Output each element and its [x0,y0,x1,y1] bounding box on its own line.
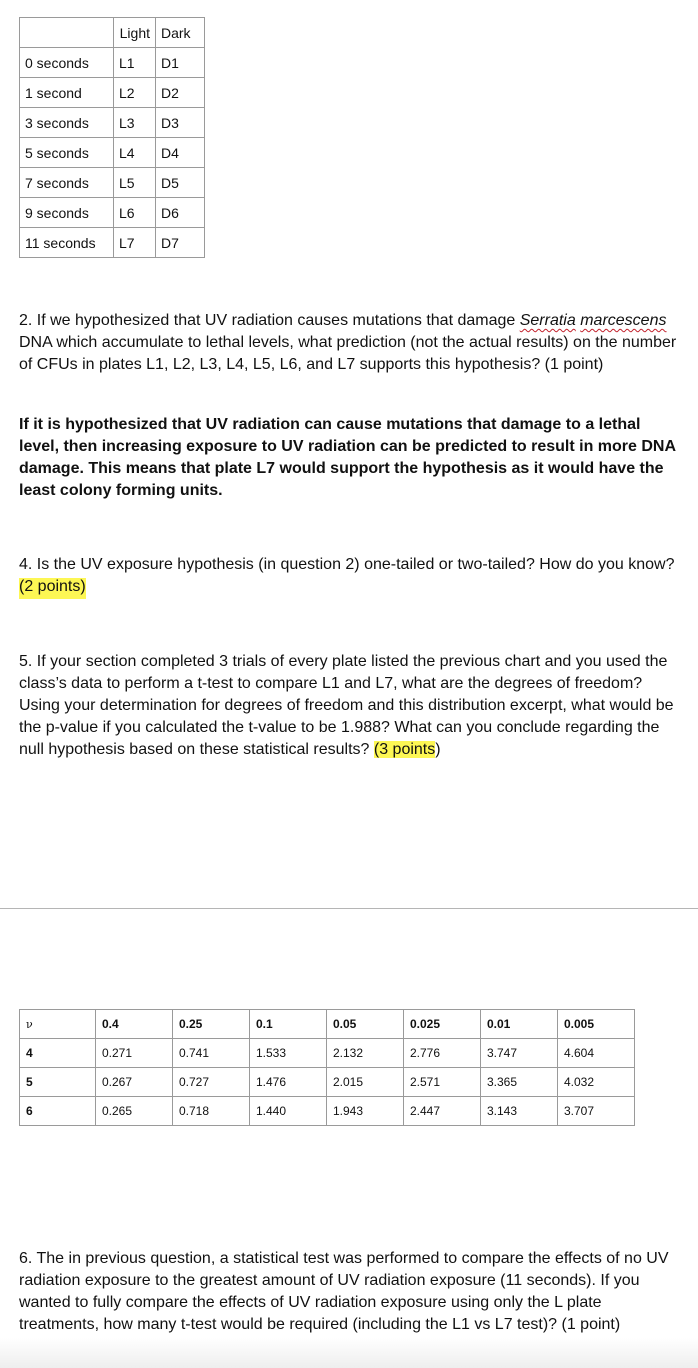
points-highlight-open: ( [373,741,380,758]
table-cell: D4 [156,138,205,168]
table-header-dark: Dark [156,18,205,48]
table-cell: 2.132 [327,1039,404,1068]
table-cell: 1.943 [327,1097,404,1126]
table-cell: 0.727 [173,1068,250,1097]
table-cell: ν [20,1010,96,1039]
table-cell: 0.025 [404,1010,481,1039]
table-cell: 3 seconds [20,108,114,138]
table-cell: L6 [114,198,156,228]
table-cell: 4 [20,1039,96,1068]
table-cell: 1.440 [250,1097,327,1126]
table-row [20,228,205,258]
question-2-answer: If it is hypothesized that UV radiation can cause mutations that damage to a lethal level, then increasing exposure to UV radiation can be predicted to result in more DNA damage. This means that plate L7 would support the hypothesis as it would have the least colony forming units. [19,416,676,499]
table-cell: 1 second [20,78,114,108]
table-cell: 1.476 [250,1068,327,1097]
species-genus: Serratia [519,312,576,329]
table-cell: D3 [156,108,205,138]
table-row [20,138,205,168]
table-row [20,48,205,78]
table-header-row [20,18,205,48]
question-2-suffix: DNA which accumulate to lethal levels, what prediction (not the actual results) on the number of CFUs in plates L1, L2, L3, L4, L5, L6, and L7 supports this hypothesis? (1 point) [19,334,677,373]
question-5 [19,651,679,761]
question-5-text: 5. If your section completed 3 trials of every plate listed the previous chart and you used the class’s data to perform a t-test to compare L1 and L7, what are the degrees of freedom? Using your determination for degrees of freedom and this distribution excerpt, what would be the p-value if you calculated the t-value to be 1.988? What can you conclude regarding the null hypothesis based on these statistical results? [19,653,674,758]
table-cell: 1.533 [250,1039,327,1068]
points-highlight: (2 points) [19,578,86,599]
table-row [20,1039,635,1068]
table-cell: 3.365 [481,1068,558,1097]
table-row [20,1068,635,1097]
table-cell: 3.143 [481,1097,558,1126]
table-header-row [20,1010,635,1039]
question-4-text: 4. Is the UV exposure hypothesis (in question 2) one-tailed or two-tailed? How do you know? [19,556,675,573]
table-cell: L5 [114,168,156,198]
table-row [20,198,205,228]
table-cell: 0.05 [327,1010,404,1039]
table-header-light: Light [114,18,156,48]
table-cell: 2.447 [404,1097,481,1126]
question-2 [19,310,679,376]
table-cell: L1 [114,48,156,78]
table-cell: 7 seconds [20,168,114,198]
table-cell: D1 [156,48,205,78]
table-cell: 3.707 [558,1097,635,1126]
table-cell: L4 [114,138,156,168]
table-cell: 0.265 [96,1097,173,1126]
table-cell: 0.267 [96,1068,173,1097]
table-row [20,78,205,108]
points-highlight: 3 points [379,741,436,758]
table-cell: 0.01 [481,1010,558,1039]
table-cell: L2 [114,78,156,108]
question-2-prefix: 2. If we hypothesized that UV radiation causes mutations that damage [19,312,520,329]
table-cell: D2 [156,78,205,108]
table-cell: 2.015 [327,1068,404,1097]
table-cell: D6 [156,198,205,228]
question-6: 6. The in previous question, a statistical test was performed to compare the effects of no UV radiation exposure to the greatest amount of UV radiation exposure (11 seconds). If you wanted to fully compare the effects of UV radiation exposure using only the L plate treatments, how many t-test would be required (including the L1 vs L7 test)? (1 point) [19,1250,669,1333]
table-cell: D7 [156,228,205,258]
table-cell: 5 seconds [20,138,114,168]
table-cell: 3.747 [481,1039,558,1068]
table-cell: 9 seconds [20,198,114,228]
table-cell: 0.25 [173,1010,250,1039]
bottom-fade [0,1338,698,1368]
table-cell: 4.032 [558,1068,635,1097]
t-distribution-table [19,1009,635,1126]
table-cell: 0 seconds [20,48,114,78]
table-cell: 0.005 [558,1010,635,1039]
table-cell: 11 seconds [20,228,114,258]
table-cell: 2.776 [404,1039,481,1068]
table-cell: 0.271 [96,1039,173,1068]
table-cell: D5 [156,168,205,198]
table-cell: 0.718 [173,1097,250,1126]
table-row [20,108,205,138]
table-cell: 0.1 [250,1010,327,1039]
exposure-plate-table [19,17,205,258]
table-cell: 4.604 [558,1039,635,1068]
table-cell: L7 [114,228,156,258]
table-cell: L3 [114,108,156,138]
table-cell: 0.4 [96,1010,173,1039]
table-cell: 6 [20,1097,96,1126]
page-divider [0,908,698,909]
table-row [20,168,205,198]
table-cell: 0.741 [173,1039,250,1068]
points-close: ) [435,741,441,758]
question-4 [19,554,679,598]
table-cell: 5 [20,1068,96,1097]
table-cell [20,18,114,48]
table-row [20,1097,635,1126]
species-epithet: marcescens [580,312,667,329]
table-cell: 2.571 [404,1068,481,1097]
